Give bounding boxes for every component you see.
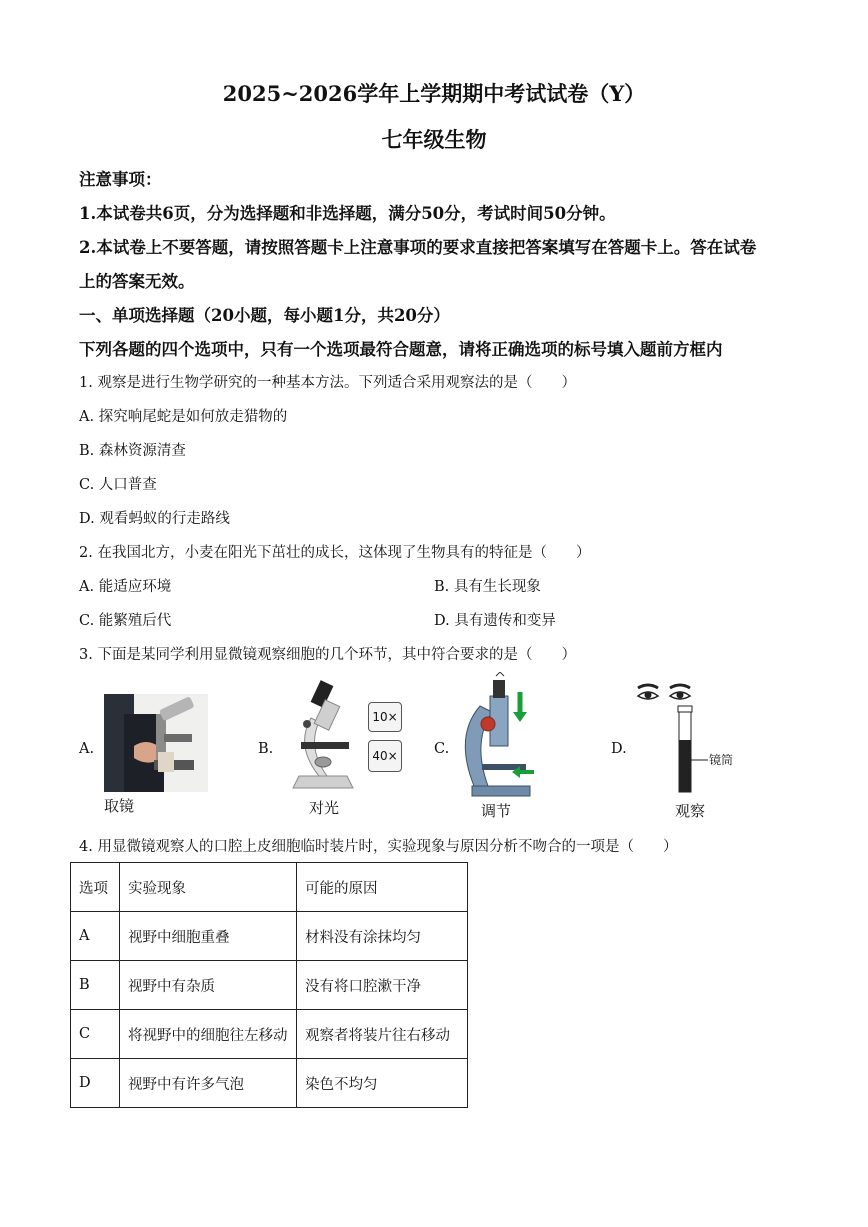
table-header-cell: 可能的原因	[297, 863, 468, 912]
microscope-adjust-icon	[452, 672, 544, 800]
notice-item-1: 1.本试卷共6页，分为选择题和非选择题，满分50分，考试时间50分钟。	[79, 204, 616, 223]
eyes-observe-icon	[634, 680, 744, 798]
question-3-option-d-caption: 观察	[675, 802, 706, 820]
question-4-table	[70, 862, 468, 1108]
table-cell: 材料没有涂抹均匀	[297, 912, 468, 961]
question-4-stem: 4. 用显微镜观察人的口腔上皮细胞临时装片时，实验现象与原因分析不吻合的一项是（ ）	[79, 839, 678, 855]
question-3-option-a-caption: 取镜	[104, 797, 135, 815]
table-cell: C	[71, 1010, 120, 1059]
section-heading: 一、单项选择题（20小题，每小题1分，共20分）	[79, 306, 450, 325]
question-2-option-c: C. 能繁殖后代	[79, 613, 172, 629]
question-1-stem: 1. 观察是进行生物学研究的一种基本方法。下列适合采用观察法的是（ ）	[79, 375, 576, 391]
question-2-option-d: D. 具有遗传和变异	[434, 613, 556, 629]
question-1-option-d: D. 观看蚂蚁的行走路线	[79, 511, 230, 527]
table-header-row	[71, 863, 468, 912]
question-1-option-a: A. 探究响尾蛇是如何放走猎物的	[79, 409, 288, 425]
table-cell: D	[71, 1059, 120, 1108]
table-cell: 观察者将装片往右移动	[297, 1010, 468, 1059]
lens-40x: 40×	[368, 740, 402, 772]
question-1-option-c: C. 人口普查	[79, 477, 157, 493]
table-row	[71, 912, 468, 961]
section-instruction: 下列各题的四个选项中，只有一个选项最符合题意，请将正确选项的标号填入题前方框内	[79, 340, 723, 359]
table-header-cell: 选项	[71, 863, 120, 912]
table-row	[71, 961, 468, 1010]
notice-item-2-line-2: 上的答案无效。	[79, 272, 195, 291]
question-2-option-a: A. 能适应环境	[79, 579, 172, 595]
table-row	[71, 1010, 468, 1059]
microscope-carry-photo	[104, 694, 208, 792]
question-3-stem: 3. 下面是某同学利用显微镜观察细胞的几个环节，其中符合要求的是（ ）	[79, 647, 576, 663]
question-3-option-c-caption: 调节	[481, 802, 512, 820]
question-3-option-d-label: D.	[611, 741, 627, 757]
table-header-cell: 实验现象	[120, 863, 297, 912]
table-row	[71, 1059, 468, 1108]
tube-label: 镜筒	[709, 753, 734, 767]
question-2-stem: 2. 在我国北方，小麦在阳光下茁壮的成长，这体现了生物具有的特征是（ ）	[79, 545, 591, 561]
table-cell: 染色不均匀	[297, 1059, 468, 1108]
exam-title: 2025~2026学年上学期期中考试试卷（Y）	[222, 81, 646, 106]
table-cell: 视野中细胞重叠	[120, 912, 297, 961]
notice-heading: 注意事项：	[79, 170, 162, 189]
table-cell: 将视野中的细胞往左移动	[120, 1010, 297, 1059]
question-3-option-a-label: A.	[79, 741, 95, 757]
table-cell: B	[71, 961, 120, 1010]
question-3-option-b-caption: 对光	[309, 799, 340, 817]
table-cell: 视野中有许多气泡	[120, 1059, 297, 1108]
question-3-option-b-label: B.	[258, 741, 274, 757]
notice-item-2-line-1: 2.本试卷上不要答题，请按照答题卡上注意事项的要求直接把答案填写在答题卡上。答在试卷	[79, 238, 757, 257]
table-cell: 没有将口腔漱干净	[297, 961, 468, 1010]
question-2-option-b: B. 具有生长现象	[434, 579, 541, 595]
microscope-light-icon	[283, 680, 365, 792]
table-cell: 视野中有杂质	[120, 961, 297, 1010]
question-3-option-c-label: C.	[434, 741, 450, 757]
question-1-option-b: B. 森林资源清查	[79, 443, 186, 459]
table-cell: A	[71, 912, 120, 961]
lens-10x: 10×	[368, 702, 402, 732]
exam-subtitle: 七年级生物	[381, 127, 487, 152]
